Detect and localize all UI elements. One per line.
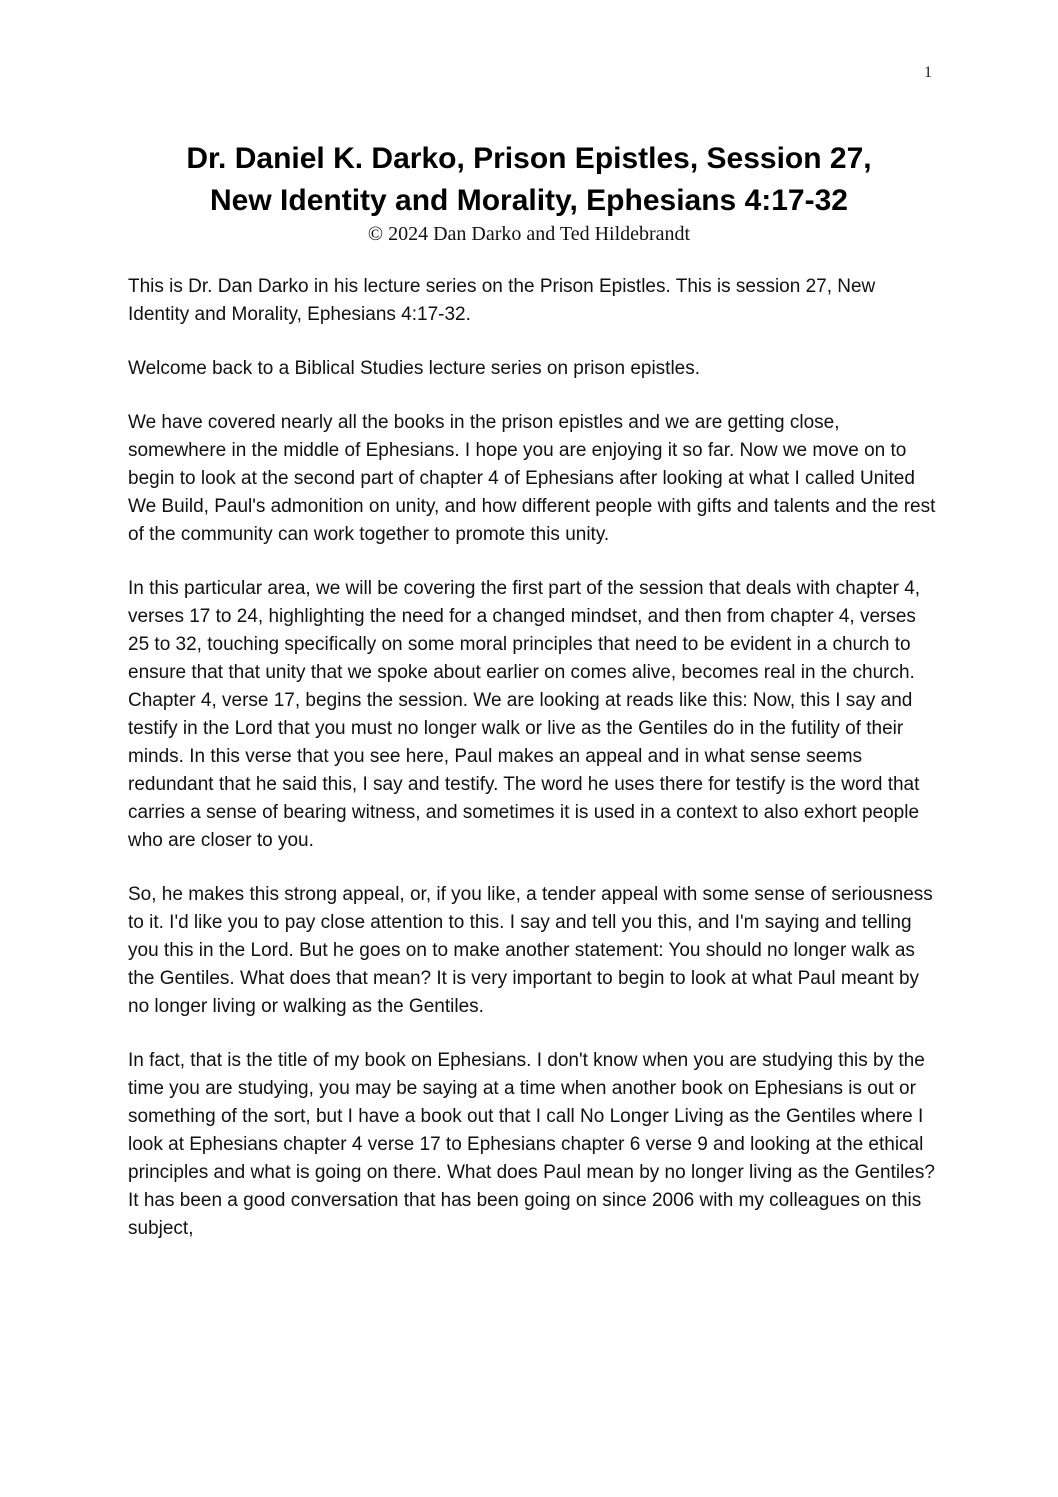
title-line-2: New Identity and Morality, Ephesians 4:17-32 bbox=[210, 184, 848, 217]
paragraph-1: This is Dr. Dan Darko in his lecture series on the Prison Epistles. This is session 27, New Identity and Morality, Ephesians 4:17-32. bbox=[128, 276, 876, 325]
page-number: 1 bbox=[924, 64, 932, 81]
paragraph-2: Welcome back to a Biblical Studies lecture series on prison epistles. bbox=[128, 358, 701, 379]
document-body bbox=[128, 273, 936, 1269]
document-header bbox=[0, 138, 1058, 246]
paragraph-5: So, he makes this strong appeal, or, if you like, a tender appeal with some sense of seriousness to it. I'd like you to pay close attention to this. I say and tell you this, and I'm saying and telling you this in the Lord. But he goes on to make another statement: You should no longer walk as the Gentiles. What does that mean? It is very important to begin to look at what Paul meant by no longer living or walking as the Gentiles. bbox=[128, 884, 933, 1017]
paragraph-6: In fact, that is the title of my book on Ephesians. I don't know when you are studying this by the time you are studying, you may be saying at a time when another book on Ephesians is out or something of the sort, but I have a book out that I call No Longer Living as the Gentiles where I look at Ephesians chapter 4 verse 17 to Ephesians chapter 6 verse 9 and looking at the ethical principles and what is going on there. What does Paul mean by no longer living as the Gentiles? It has been a good conversation that has been going on since 2006 with my colleagues on this subject, bbox=[128, 1050, 935, 1239]
paragraph-3: We have covered nearly all the books in the prison epistles and we are getting close, somewhere in the middle of Ephesians. I hope you are enjoying it so far. Now we move on to begin to look at the second part of chapter 4 of Ephesians after looking at what I called United We Build, Paul's admonition on unity, and how different people with gifts and talents and the rest of the community can work together to promote this unity. bbox=[128, 412, 936, 545]
copyright-line: © 2024 Dan Darko and Ted Hildebrandt bbox=[367, 223, 691, 245]
paragraph-4: In this particular area, we will be covering the first part of the session that deals with chapter 4, verses 17 to 24, highlighting the need for a changed mindset, and then from chapter 4, verses 25 to 32, touching specifically on some moral principles that need to be evident in a church to ensure that that unity that we spoke about earlier on comes alive, becomes real in the church. Chapter 4, verse 17, begins the session. We are looking at reads like this: Now, this I say and testify in the Lord that you must no longer walk or live as the Gentiles do in the futility of their minds. In this verse that you see here, Paul makes an appeal and in what sense seems redundant that he said this, I say and testify. The word he uses there for testify is the word that carries a sense of bearing witness, and sometimes it is used in a context to also exhort people who are closer to you. bbox=[128, 578, 921, 851]
title-line-1: Dr. Daniel K. Darko, Prison Epistles, Session 27, bbox=[186, 142, 872, 175]
